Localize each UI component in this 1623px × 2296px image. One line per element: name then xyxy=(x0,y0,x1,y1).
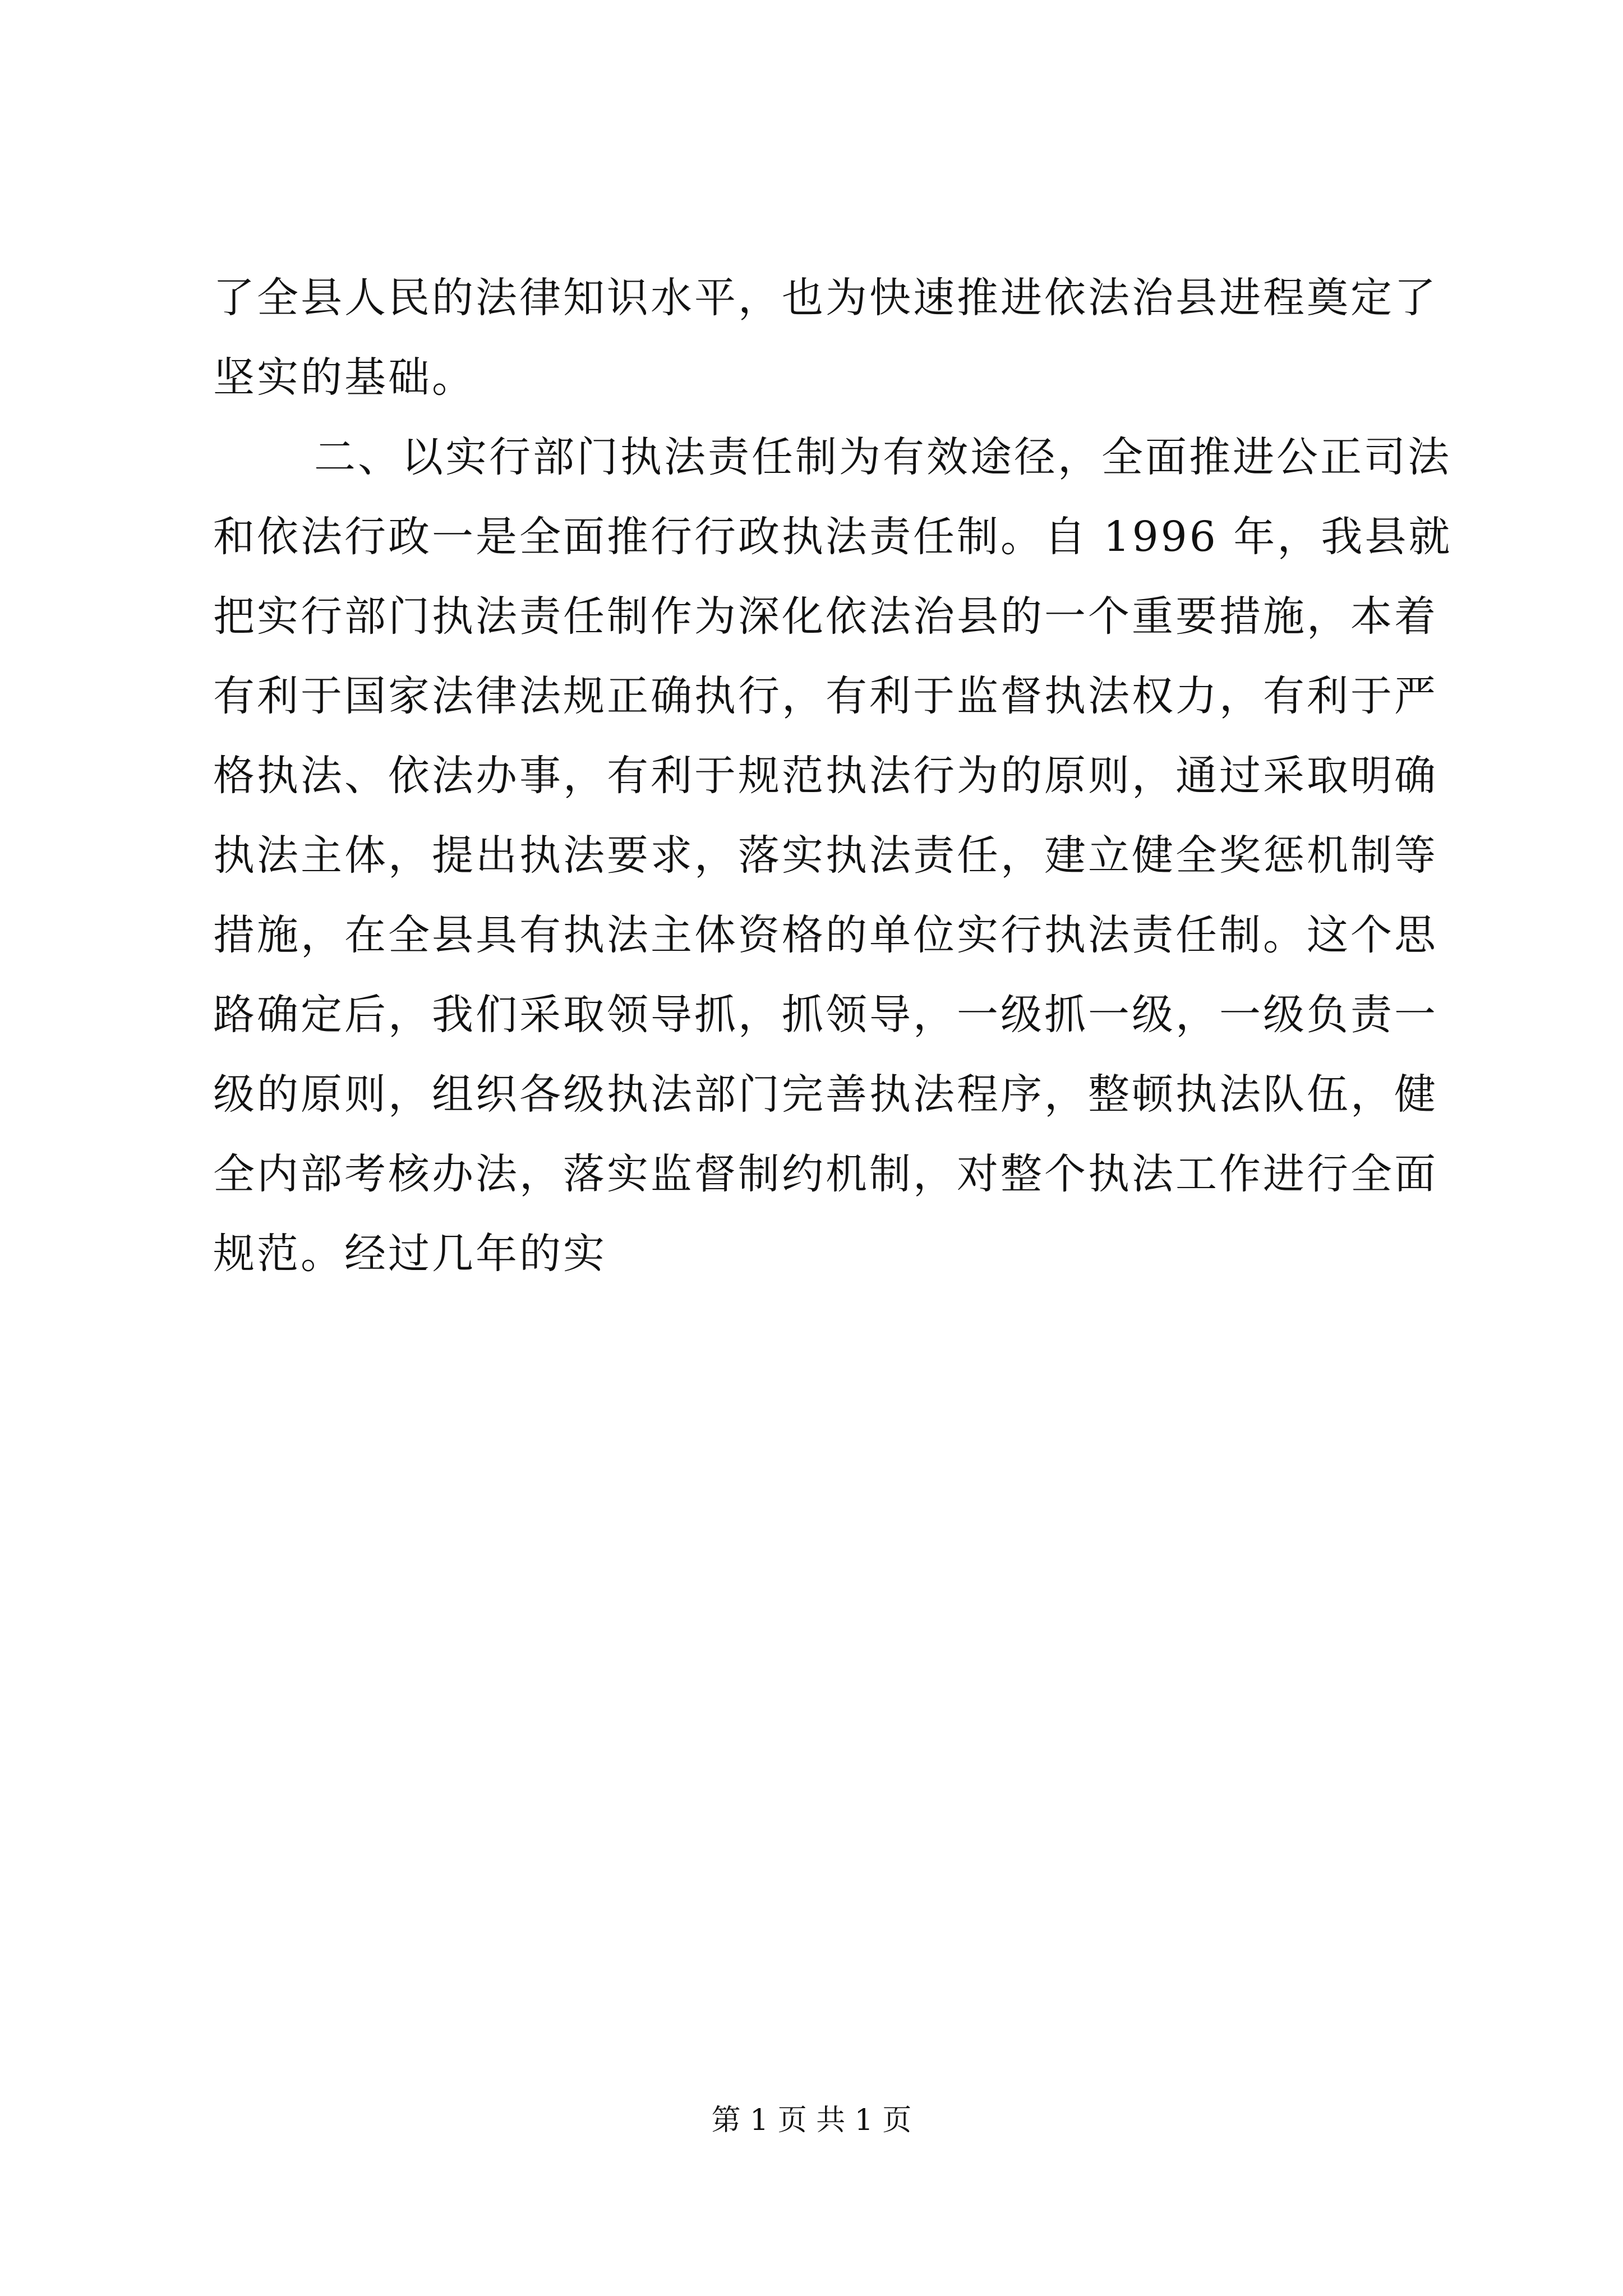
text-line: 全内部考核办法，落实监督制约机制，对整个执法工作进行全面 xyxy=(213,1150,1438,1198)
body-text xyxy=(213,258,1453,1294)
text-line: 措施，在全县具有执法主体资格的单位实行执法责任制。这个思 xyxy=(213,911,1438,959)
paragraph-start-line: 二、以实行部门执法责任制为有效途径，全面推进公正司法 xyxy=(314,433,1451,481)
text-line: 执法主体，提出执法要求，落实执法责任，建立健全奖惩机制等 xyxy=(213,831,1438,880)
page-footer xyxy=(0,2101,1623,2140)
text-line: 路确定后，我们采取领导抓，抓领导，一级抓一级，一级负责一 xyxy=(213,991,1438,1039)
text-line: 了全县人民的法律知识水平，也为快速推进依法治县进程奠定了 xyxy=(213,274,1438,322)
text-line: 规范。经过几年的实 xyxy=(213,1230,607,1278)
text-line: 和依法行政一是全面推行行政执法责任制。自 1996 年，我县就 xyxy=(213,513,1453,561)
text-line: 有利于国家法律法规正确执行，有利于监督执法权力，有利于严 xyxy=(213,672,1438,720)
text-line: 级的原则，组织各级执法部门完善执法程序，整顿执法队伍，健 xyxy=(213,1070,1438,1119)
text-line: 把实行部门执法责任制作为深化依法治县的一个重要措施，本着 xyxy=(213,592,1438,641)
text-line: 格执法、依法办事，有利于规范执法行为的原则，通过采取明确 xyxy=(213,752,1438,800)
text-line: 坚实的基础。 xyxy=(213,353,476,402)
page-number-label: 第 1 页 共 1 页 xyxy=(711,2104,912,2137)
